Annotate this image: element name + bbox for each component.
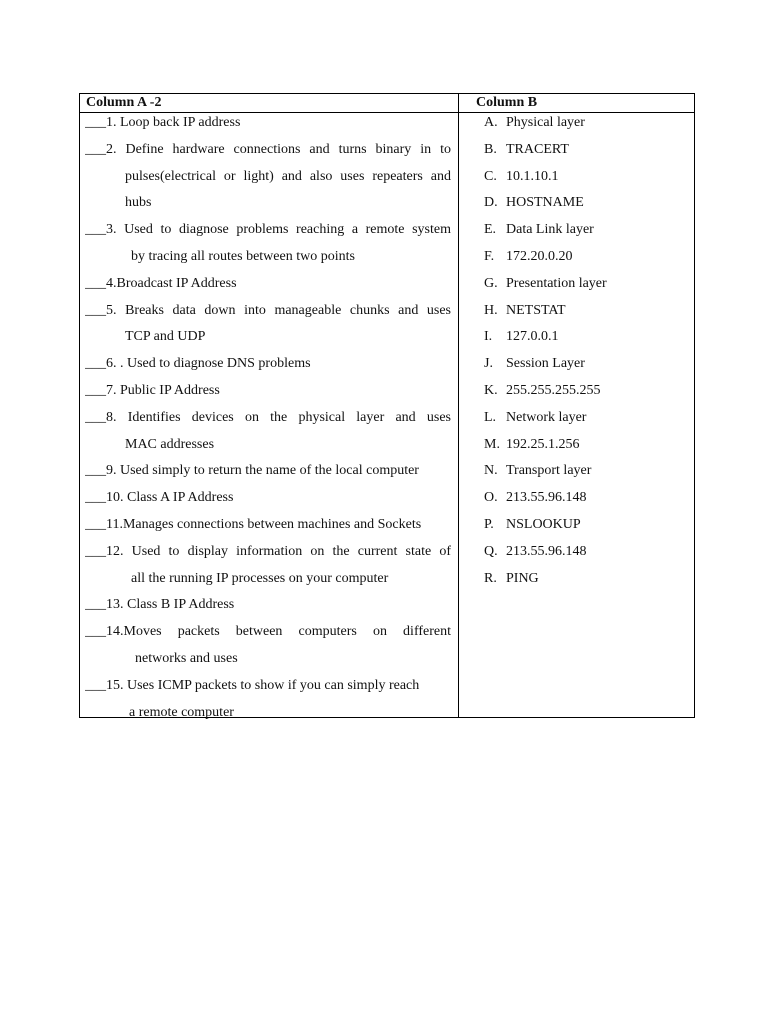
answer-option — [484, 140, 684, 167]
answer-option — [484, 220, 684, 247]
question-line: ___1. Loop back IP address — [85, 115, 241, 130]
option-letter: M. — [484, 436, 500, 452]
answer-option — [484, 113, 684, 140]
option-text: 255.255.255.255 — [506, 382, 601, 398]
question-continuation: hubs — [125, 195, 152, 211]
question-continuation: pulses(electrical or light) and also uses repeaters and — [125, 168, 451, 184]
option-text: Physical layer — [506, 115, 585, 130]
option-letter: F. — [484, 248, 495, 264]
option-letter: L. — [484, 409, 497, 425]
question-line: ___2. Define hardware connections and turns binary in to — [85, 141, 451, 157]
option-letter: B. — [484, 141, 497, 157]
option-letter: K. — [484, 382, 498, 398]
question-line: ___9. Used simply to return the name of the local computer — [85, 463, 419, 479]
answer-option — [484, 381, 684, 408]
option-letter: R. — [484, 570, 497, 586]
column-b-list — [484, 113, 684, 595]
question-line: ___5. Breaks data down into manageable chunks and uses — [85, 302, 451, 318]
option-letter: I. — [484, 329, 493, 345]
option-text: PING — [506, 570, 539, 586]
question-line: ___6. . Used to diagnose DNS problems — [85, 356, 311, 372]
answer-option — [484, 435, 684, 462]
question-line: ___3. Used to diagnose problems reaching a remote system — [85, 222, 451, 238]
option-letter: Q. — [484, 543, 498, 559]
option-text: NETSTAT — [506, 302, 566, 318]
answer-option — [484, 167, 684, 194]
option-letter: P. — [484, 516, 494, 532]
question-continuation: TCP and UDP — [125, 329, 206, 345]
answer-option — [484, 408, 684, 435]
option-letter: A. — [484, 115, 498, 130]
question-continuation: all the running IP processes on your computer — [131, 570, 389, 586]
answer-option — [484, 354, 684, 381]
option-letter: H. — [484, 302, 498, 318]
answer-option — [484, 327, 684, 354]
option-text: 127.0.0.1 — [506, 329, 559, 345]
option-text: 192.25.1.256 — [506, 436, 580, 452]
option-text: Session Layer — [506, 356, 585, 372]
option-text: TRACERT — [506, 141, 569, 157]
option-letter: C. — [484, 168, 497, 184]
question-line: ___11.Manages connections between machines and Sockets — [85, 516, 422, 532]
option-letter: O. — [484, 490, 498, 506]
option-text: 172.20.0.20 — [506, 248, 573, 264]
option-letter: E. — [484, 222, 497, 238]
column-b-header: Column B — [476, 95, 538, 110]
question-line: ___13. Class B IP Address — [85, 597, 235, 613]
option-text: 213.55.96.148 — [506, 543, 587, 559]
answer-option — [484, 193, 684, 220]
option-text: 213.55.96.148 — [506, 490, 587, 506]
question-line: ___10. Class A IP Address — [85, 490, 234, 506]
question-continuation: a remote computer — [129, 704, 234, 720]
question-continuation: MAC addresses — [125, 436, 215, 452]
column-a-list — [85, 113, 451, 729]
question-line: ___15. Uses ICMP packets to show if you can simply reach — [85, 677, 420, 693]
option-text: HOSTNAME — [506, 195, 584, 211]
answer-option — [484, 274, 684, 301]
question-continuation: by tracing all routes between two points — [131, 248, 355, 264]
question-continuation: networks and uses — [135, 650, 238, 666]
option-text: 10.1.10.1 — [506, 168, 559, 184]
answer-option — [484, 542, 684, 569]
option-text: Transport layer — [506, 463, 592, 479]
answer-option — [484, 247, 684, 274]
option-text: Presentation layer — [506, 275, 607, 291]
option-text: NSLOOKUP — [506, 516, 581, 532]
option-letter: D. — [484, 195, 498, 211]
column-a-header: Column A -2 — [86, 95, 162, 110]
question-line: ___12. Used to display information on the current state of — [85, 543, 451, 559]
question-line: ___8. Identifies devices on the physical layer and uses — [85, 409, 451, 425]
answer-option — [484, 515, 684, 542]
option-letter: G. — [484, 275, 498, 291]
answer-option — [484, 569, 684, 596]
answer-option — [484, 488, 684, 515]
option-letter: N. — [484, 463, 498, 479]
answer-option — [484, 461, 684, 488]
matching-table — [79, 93, 695, 718]
question-line: ___4.Broadcast IP Address — [85, 275, 237, 291]
question-line: ___14.Moves packets between computers on different — [85, 624, 451, 640]
question-line: ___7. Public IP Address — [85, 382, 220, 398]
option-text: Data Link layer — [506, 222, 594, 238]
option-text: Network layer — [506, 409, 587, 425]
answer-option — [484, 301, 684, 328]
column-divider — [458, 94, 459, 717]
option-letter: J. — [484, 356, 493, 372]
